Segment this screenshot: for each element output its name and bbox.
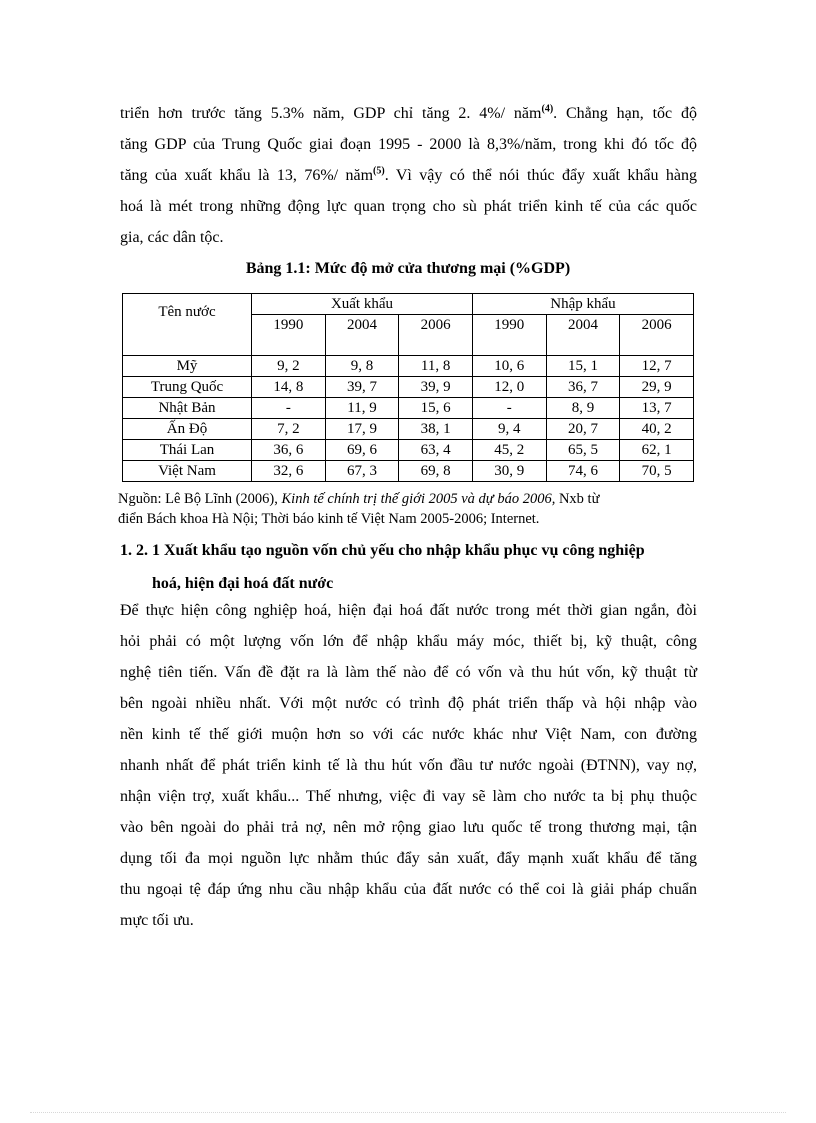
value-cell: 9, 4 <box>472 419 546 440</box>
value-cell: 62, 1 <box>620 440 694 461</box>
table-row <box>123 377 694 398</box>
value-cell: 30, 9 <box>472 461 546 482</box>
country-column-header: Tên nước <box>123 294 252 356</box>
value-cell: 70, 5 <box>620 461 694 482</box>
year-header: 1990 <box>252 315 326 356</box>
value-cell: - <box>472 398 546 419</box>
text-segment: tăng của xuất khẩu là 13, 76%/ năm <box>120 167 374 184</box>
source-text: Nxb từ <box>555 491 600 507</box>
table-row <box>123 440 694 461</box>
value-cell: 10, 6 <box>472 356 546 377</box>
text-line <box>120 160 697 191</box>
value-cell: 15, 6 <box>399 398 473 419</box>
text-segment: . Vì vậy có thể nói thúc đẩy xuất khẩu hàng <box>384 167 697 184</box>
heading-line: hoá, hiện đại hoá đất nước <box>152 575 334 592</box>
table-caption: Bảng 1.1: Mức độ mở cửa thương mại (%GDP) <box>245 260 571 277</box>
value-cell: 39, 7 <box>325 377 399 398</box>
value-cell: 38, 1 <box>399 419 473 440</box>
value-cell: 20, 7 <box>546 419 620 440</box>
table-row <box>123 356 694 377</box>
text-line: thu ngoại tệ đáp ứng nhu cầu nhập khẩu của đất nước có thể coi là giải pháp chuẩn <box>120 881 697 898</box>
page-bottom-rule <box>30 1112 786 1113</box>
year-header: 2006 <box>399 315 473 356</box>
year-header: 1990 <box>472 315 546 356</box>
value-cell: 7, 2 <box>252 419 326 440</box>
trade-openness-table <box>122 293 694 482</box>
country-cell: Trung Quốc <box>123 377 252 398</box>
value-cell: 17, 9 <box>325 419 399 440</box>
value-cell: 32, 6 <box>252 461 326 482</box>
value-cell: 9, 2 <box>252 356 326 377</box>
source-title: Kinh tế chính trị thế giới 2005 và dự báo 2006, <box>281 491 556 507</box>
source-text: điển Bách khoa Hà Nội; Thời báo kinh tế Việt Nam 2005-2006; Internet. <box>118 511 540 527</box>
heading-line: 1. 2. 1 Xuất khẩu tạo nguồn vốn chủ yếu cho nhập khẩu phục vụ công nghiệp <box>120 542 645 559</box>
year-header: 2006 <box>620 315 694 356</box>
value-cell: - <box>252 398 326 419</box>
text-line <box>120 98 697 129</box>
source-text: Nguồn: Lê Bộ Lĩnh (2006), <box>118 491 282 507</box>
country-cell: Nhật Bản <box>123 398 252 419</box>
import-group-header: Nhập khẩu <box>472 294 693 315</box>
text-segment: . Chẳng hạn, tốc độ <box>553 105 698 122</box>
body-paragraph <box>120 595 697 936</box>
footnote-ref: (4) <box>541 103 554 115</box>
country-cell: Thái Lan <box>123 440 252 461</box>
text-line: bên ngoài nhiều nhất. Với một nước có trình độ phát triển thấp và hội nhập vào <box>120 695 697 712</box>
intro-paragraph <box>120 98 697 253</box>
value-cell: 29, 9 <box>620 377 694 398</box>
country-cell: Mỹ <box>123 356 252 377</box>
text-line: Để thực hiện công nghiệp hoá, hiện đại hoá đất nước trong mét thời gian ngắn, đòi <box>120 602 697 619</box>
table-row <box>123 419 694 440</box>
value-cell: 12, 7 <box>620 356 694 377</box>
text-line: dụng tối đa mọi nguồn lực nhằm thúc đẩy sản xuất, đẩy mạnh xuất khẩu để tăng <box>120 850 697 867</box>
value-cell: 67, 3 <box>325 461 399 482</box>
footnote-ref: (5) <box>373 165 385 177</box>
text-line: gia, các dân tộc. <box>120 229 224 246</box>
table-source-note <box>118 489 708 529</box>
value-cell: 36, 7 <box>546 377 620 398</box>
text-line: hỏi phải có một lượng vốn lớn để nhập khẩu máy móc, thiết bị, kỹ thuật, công <box>120 633 697 650</box>
text-line: nhanh nhất để phát triển kinh tế là thu hút vốn đầu tư nước ngoài (ĐTNN), vay nợ, <box>120 757 697 774</box>
value-cell: 63, 4 <box>399 440 473 461</box>
value-cell: 74, 6 <box>546 461 620 482</box>
value-cell: 12, 0 <box>472 377 546 398</box>
text-segment: triển hơn trước tăng 5.3% năm, GDP chỉ tăng 2. 4%/ năm <box>120 105 542 122</box>
value-cell: 13, 7 <box>620 398 694 419</box>
export-group-header: Xuất khẩu <box>252 294 473 315</box>
value-cell: 65, 5 <box>546 440 620 461</box>
text-line: nghệ tiên tiến. Vấn đề đặt ra là làm thế nào để có vốn và thu hút vốn, kỹ thuật từ <box>120 664 697 681</box>
country-cell: Việt Nam <box>123 461 252 482</box>
text-line: hoá là mét trong những động lực quan trọng cho sù phát triển kinh tế của các quốc <box>120 198 697 215</box>
table-header-row <box>123 294 694 315</box>
value-cell: 39, 9 <box>399 377 473 398</box>
value-cell: 14, 8 <box>252 377 326 398</box>
text-line: tăng GDP của Trung Quốc giai đoạn 1995 - 2000 là 8,3%/năm, trong khi đó tốc độ <box>120 136 697 153</box>
table-row <box>123 461 694 482</box>
text-line: nền kinh tế thế giới muộn hơn so với các nước khác như Việt Nam, con đường <box>120 726 697 743</box>
value-cell: 9, 8 <box>325 356 399 377</box>
table-row <box>123 398 694 419</box>
value-cell: 36, 6 <box>252 440 326 461</box>
value-cell: 8, 9 <box>546 398 620 419</box>
text-line: mực tối ưu. <box>120 912 194 929</box>
year-header: 2004 <box>546 315 620 356</box>
text-line: vào bên ngoài do phải trả nợ, nên mở rộng giao lưu quốc tế trong thương mại, tận <box>120 819 697 836</box>
year-header: 2004 <box>325 315 399 356</box>
value-cell: 69, 6 <box>325 440 399 461</box>
value-cell: 15, 1 <box>546 356 620 377</box>
text-line: nhận viện trợ, xuất khẩu... Thế nhưng, việc đi vay sẽ làm cho nước ta bị phụ thuộc <box>120 788 697 805</box>
value-cell: 45, 2 <box>472 440 546 461</box>
value-cell: 40, 2 <box>620 419 694 440</box>
value-cell: 69, 8 <box>399 461 473 482</box>
section-heading <box>120 534 710 600</box>
value-cell: 11, 9 <box>325 398 399 419</box>
value-cell: 11, 8 <box>399 356 473 377</box>
country-cell: Ấn Độ <box>123 419 252 440</box>
